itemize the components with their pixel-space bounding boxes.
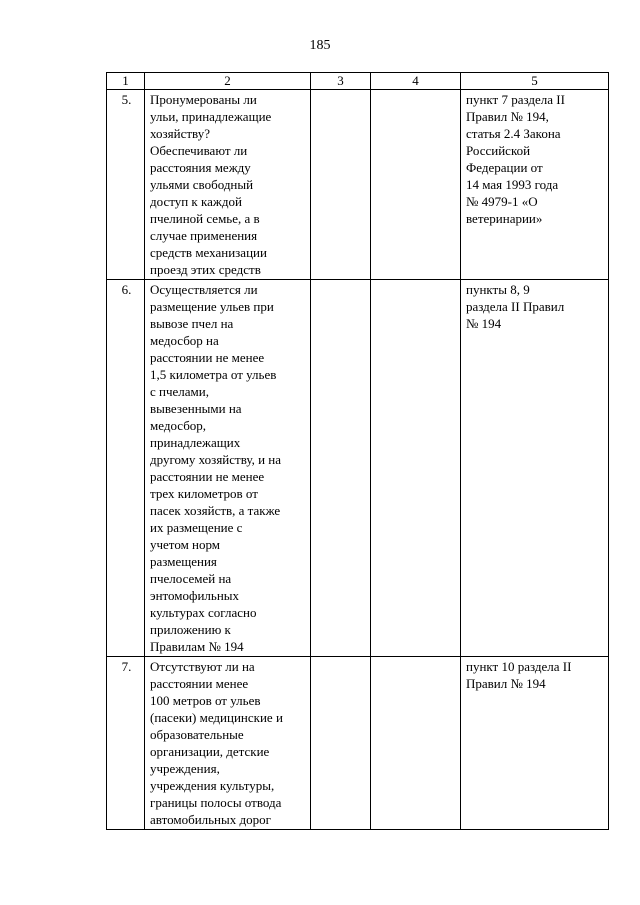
- reference-cell: пункты 8, 9 раздела II Правил № 194: [461, 280, 609, 657]
- table-row: [107, 280, 609, 657]
- question-cell: Пронумерованы ли ульи, принадлежащие хозяйству? Обеспечивают ли расстояния между ульями свободный доступ к каждой пчелиной семье, а в случае применения средств механизации проезд этих средств: [145, 90, 311, 280]
- reference-cell: пункт 10 раздела II Правил № 194: [461, 657, 609, 830]
- table-row: [107, 90, 609, 280]
- checklist-table: [106, 72, 609, 830]
- question-cell: Отсутствуют ли на расстоянии менее 100 метров от ульев (пасеки) медицинские и образовательные организации, детские учреждения, учреждения культуры, границы полосы отвода автомобильных дорог: [145, 657, 311, 830]
- reference-cell: пункт 7 раздела II Правил № 194, статья 2.4 Закона Российской Федерации от 14 мая 1993 года № 4979-1 «О ветеринарии»: [461, 90, 609, 280]
- answer-cell-col3: [311, 280, 371, 657]
- column-header: 5: [461, 73, 609, 90]
- row-number: 5.: [107, 90, 145, 280]
- answer-cell-col3: [311, 90, 371, 280]
- answer-cell-col4: [371, 657, 461, 830]
- question-cell: Осуществляется ли размещение ульев при вывозе пчел на медосбор на расстоянии не менее 1,5 километра от ульев с пчелами, вывезенными на медосбор, принадлежащих другому хозяйству, и на расстоянии не менее трех километров от пасек хозяйств, а также их размещение с учетом норм размещения пчелосемей на энтомофильных культурах согласно приложению к Правилам № 194: [145, 280, 311, 657]
- row-number: 6.: [107, 280, 145, 657]
- column-header: 4: [371, 73, 461, 90]
- column-header: 3: [311, 73, 371, 90]
- answer-cell-col4: [371, 280, 461, 657]
- answer-cell-col3: [311, 657, 371, 830]
- table-row: [107, 657, 609, 830]
- row-number: 7.: [107, 657, 145, 830]
- page-number: 185: [309, 38, 331, 53]
- table-header-row: [107, 73, 609, 90]
- answer-cell-col4: [371, 90, 461, 280]
- column-header: 1: [107, 73, 145, 90]
- column-header: 2: [145, 73, 311, 90]
